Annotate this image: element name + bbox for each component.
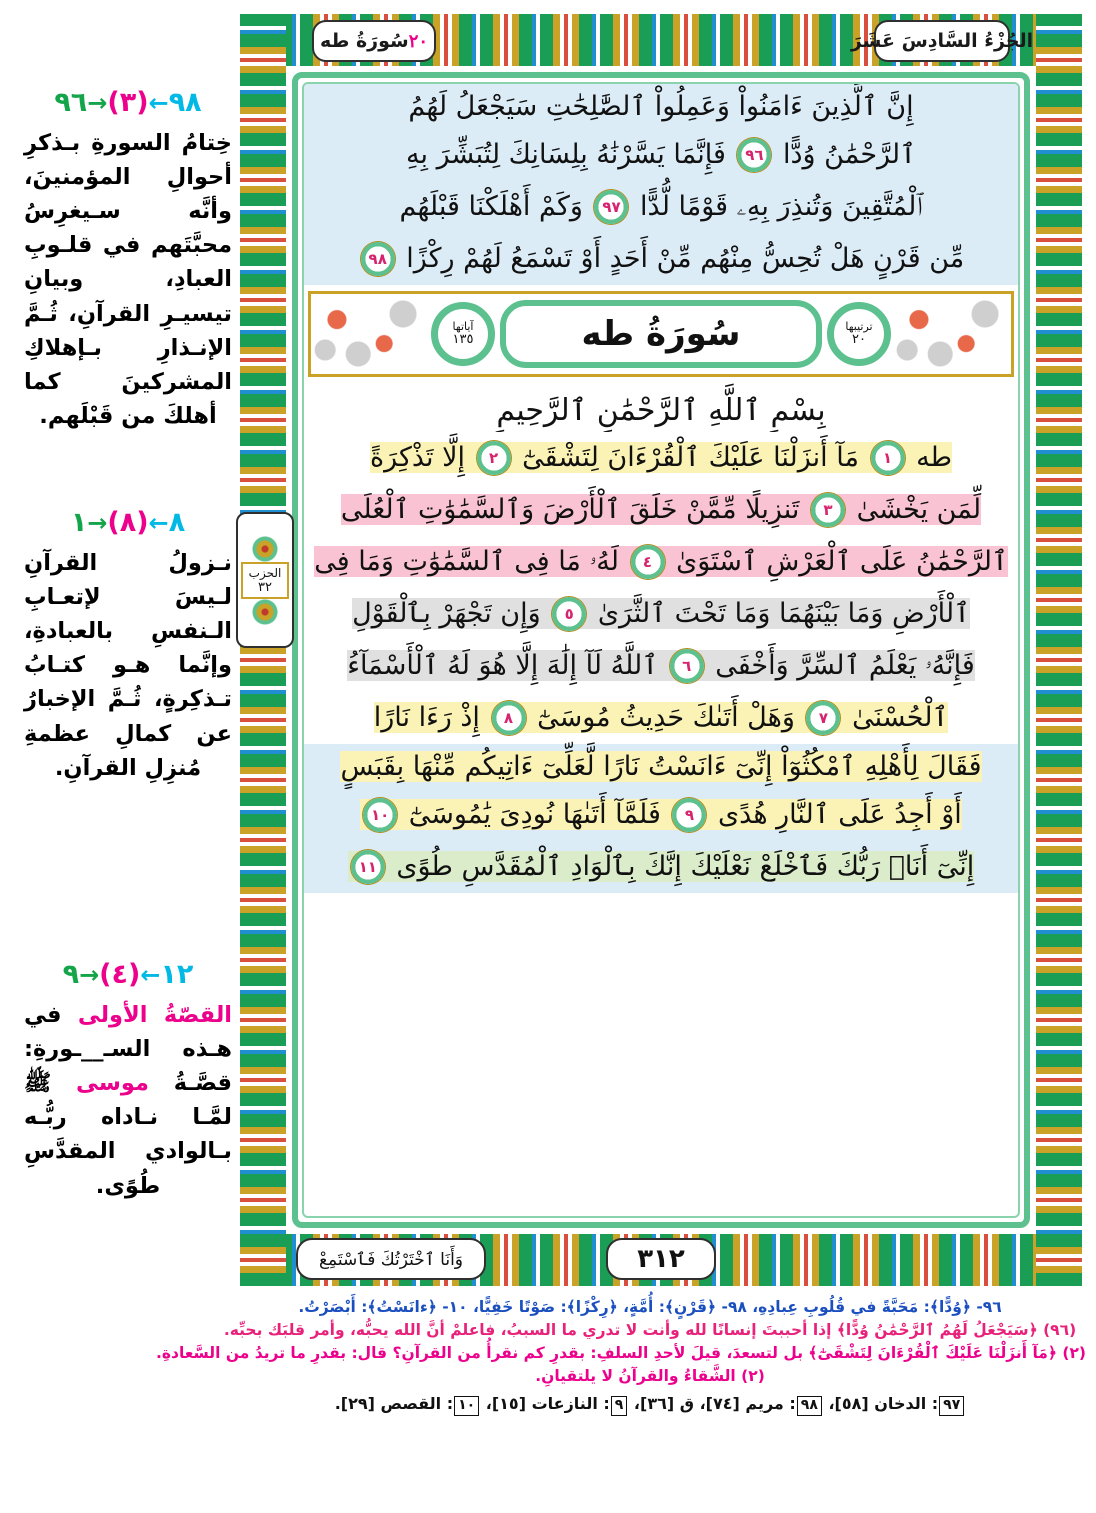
footnote-tafsir-1: (٩٦) ﴿سَيَجْعَلُ لَهُمُ ٱلرَّحْمَٰنُ وُدًّا﴾ إذا أحببتَ إنسانًا لله وأنت لا تدري ما السببُ، فاعلمْ أنَّ الله يحبُّه، وأمر قلبَك بحبِّه. bbox=[223, 1321, 1077, 1339]
aya-line bbox=[304, 692, 1018, 744]
hizb-marker bbox=[236, 512, 294, 648]
note-2-range: ٨←(٨)→١ bbox=[70, 507, 186, 538]
surah-order-badge bbox=[827, 302, 891, 366]
aya-text: فَقَالَ لِأَهْلِهِ ٱمْكُثُوٓاْ إِنِّىٓ ءَانَسْتُ نَارًا لَّعَلِّىٓ ءَاتِيكُم مِّنْهَا بِقَبَسٍ bbox=[340, 751, 982, 782]
ayat-count-badge bbox=[431, 302, 495, 366]
verse-number-marker: ٣ bbox=[811, 493, 845, 527]
surah-name-plate bbox=[500, 300, 822, 368]
aya-text: مِّن قَرْنٍ هَلْ تُحِسُّ مِنْهُم مِّنْ أَحَدٍ أَوْ تَسْمَعُ لَهُمْ رِكْزًا ٩٨ bbox=[358, 243, 965, 274]
surah-order-label: ترتيبها bbox=[845, 319, 873, 333]
text-panel bbox=[292, 72, 1030, 1228]
aya-text: إِنَّ ٱلَّذِينَ ءَامَنُواْ وَعَمِلُواْ ٱلصَّٰلِحَٰتِ سَيَجْعَلُ لَهُمُ bbox=[408, 91, 914, 122]
ayat-count-value: ١٣٥ bbox=[452, 331, 474, 347]
aya-text: طه ١ مَآ أَنزَلْنَا عَلَيْكَ ٱلْقُرْءَانَ لِتَشْقَىٰٓ ٢ إِلَّا تَذْكِرَةً bbox=[370, 442, 952, 473]
aya-text: فَإِنَّهُۥ يَعْلَمُ ٱلسِّرَّ وَأَخْفَى ٦ ٱللَّهُ لَآ إِلَٰهَ إِلَّا هُوَ لَهُ ٱلْأَسْمَآءُ bbox=[347, 650, 975, 681]
verse-number-marker: ١ bbox=[871, 441, 905, 475]
note-1-end: ٩٨ bbox=[168, 87, 202, 118]
verse-number-marker: ٤ bbox=[631, 545, 665, 579]
note-3-text bbox=[24, 998, 232, 1203]
note-1-range: ٩٨←(٣)→٩٦ bbox=[54, 87, 202, 118]
bismillah: بِسْمِ ٱللَّهِ ٱلرَّحْمَٰنِ ٱلرَّحِيمِ bbox=[496, 393, 826, 428]
banner-ornament-left bbox=[311, 294, 429, 374]
aya-line bbox=[304, 841, 1018, 893]
note-3-name: موسى bbox=[76, 1070, 149, 1097]
note-2-start: ١ bbox=[70, 507, 88, 538]
note-2-end: ٨ bbox=[168, 507, 186, 538]
aya-text: أَوْ أَجِدُ عَلَى ٱلنَّارِ هُدًى ٩ فَلَمَّآ أَتَىٰهَا نُودِىَ يَٰمُوسَىٰٓ ١٠ bbox=[360, 799, 962, 830]
catchword: وَأَنَا ٱخْتَرْتُكَ فَٱسْتَمِعْ bbox=[318, 1249, 464, 1270]
note-1-start: ٩٦ bbox=[54, 87, 88, 118]
verse-number-marker: ٥ bbox=[552, 597, 586, 631]
text-panel-inner bbox=[302, 82, 1020, 1218]
surah-number-label: ٢٠ bbox=[408, 30, 429, 51]
note-3-mid: في هـذه السـ__ـورةِ: قصَّـةُ bbox=[24, 1001, 232, 1097]
page-frame bbox=[240, 14, 1082, 1286]
sidebar-note-3 bbox=[24, 960, 232, 1203]
aya-text: إِنِّىٓ أَنَا۠ رَبُّكَ فَٱخْلَعْ نَعْلَيْكَ إِنَّكَ بِٱلْوَادِ ٱلْمُقَدَّسِ طُوًى ١١ bbox=[348, 851, 974, 882]
banner-ornament-right bbox=[893, 294, 1011, 374]
hizb-ornament-bottom-icon bbox=[252, 599, 278, 625]
surah-order-value: ٢٠ bbox=[852, 331, 866, 347]
footnote-cross-references bbox=[214, 1393, 1086, 1416]
crossref-text: : النازعات [١٥]، bbox=[480, 1394, 610, 1413]
ayat-count-label: آياتها bbox=[452, 319, 474, 333]
note-1-text: خِتامُ السورةِ بـذكرِ أحوالِ المؤمنينَ، وأنَّه سـيغرِسُ محبَّتَهم في قلـوبِ العبادِ، وبيانِ تيسيـرِ القرآنِ، ثُـمَّ الإنـذارِ بـإهلاكِ المشركينَ كما أهلكَ من قَبْلَهم. bbox=[24, 129, 232, 430]
aya-line bbox=[304, 181, 1018, 233]
verse-number-marker: ٩٨ bbox=[361, 242, 395, 276]
verse-number-marker: ٩٦ bbox=[737, 138, 771, 172]
footnotes-section bbox=[155, 1296, 1086, 1417]
juz-cartouche bbox=[850, 20, 1034, 62]
aya-line bbox=[304, 640, 1018, 692]
verse-number-marker: ١٠ bbox=[363, 798, 397, 832]
crossref-number: ٩٨ bbox=[797, 1396, 822, 1416]
frame-border-right bbox=[1036, 14, 1082, 1286]
crossref-number: ٩ bbox=[611, 1396, 628, 1416]
aya-line bbox=[304, 432, 1018, 484]
sidebar-note-1 bbox=[24, 88, 232, 488]
aya-line bbox=[304, 744, 1018, 789]
crossref-number: ٩٧ bbox=[939, 1396, 964, 1416]
surah-title-label: سُورَةُ طه bbox=[319, 30, 409, 52]
aya-text: ٱلْحُسْنَىٰ ٧ وَهَلْ أَتَىٰكَ حَدِيثُ مُوسَىٰٓ ٨ إِذْ رَءَا نَارًا bbox=[374, 702, 949, 733]
verse-number-marker: ٢ bbox=[477, 441, 511, 475]
hizb-label: الحزب bbox=[248, 565, 282, 580]
surah-taha-body bbox=[304, 432, 1018, 893]
crossref-text: : القصص [٢٩]. bbox=[334, 1394, 454, 1413]
aya-text: ٱلْمُتَّقِينَ وَتُنذِرَ بِهِۦ قَوْمًا لُّدًّا ٩٧ وَكَمْ أَهْلَكْنَا قَبْلَهُم bbox=[399, 191, 922, 222]
catchword-cartouche bbox=[296, 1238, 486, 1280]
aya-line bbox=[304, 84, 1018, 129]
note-3-start: ٩ bbox=[62, 959, 80, 990]
note-3-count: (٤) bbox=[99, 959, 141, 990]
crossref-number: ١٠ bbox=[454, 1396, 479, 1416]
note-3-range: ١٢←(٤)→٩ bbox=[62, 959, 194, 990]
note-3-post: ﷺ لمَّـا نـاداه ربُّـه بـالوادي المقدَّسِ طُوًى. bbox=[24, 1070, 232, 1199]
verse-number-marker: ٧ bbox=[806, 701, 840, 735]
note-2-text: نـزولُ القرآنِ لـيسَ لإتعـابِ الـنفسِ بالعبادةِ، وإنَّما هـو كتـابُ تـذكِرةٍ، ثُـمَّ الإخبارُ عن كمالِ عظمةِ مُنزِلِ القرآنِ. bbox=[24, 549, 232, 781]
aya-text: ٱلرَّحْمَٰنُ وُدًّا ٩٦ فَإِنَّمَا يَسَّرْنَٰهُ بِلِسَانِكَ لِتُبَشِّرَ بِهِ bbox=[406, 139, 916, 170]
aya-line bbox=[304, 588, 1018, 640]
aya-line bbox=[304, 484, 1018, 536]
note-2-count: (٨) bbox=[107, 507, 149, 538]
footnote-tafsir-2: (٢) ﴿مَآ أَنزَلْنَا عَلَيْكَ ٱلْقُرْءَانَ لِتَشْقَىٰٓ﴾ بل لتسعدَ، قيلَ لأحدِ السلفِ: بقدرِ كم نقرأُ من القرآنِ؟ قال: بقدرِ ما تريدُ من السَّعادةِ. bbox=[155, 1344, 1086, 1362]
frame-border-left bbox=[240, 14, 286, 1286]
verse-number-marker: ٩٧ bbox=[594, 190, 628, 224]
surah-maryam-closing-block bbox=[304, 84, 1018, 285]
surah-name: سُورَةُ طه bbox=[581, 314, 741, 354]
surah-title-cartouche bbox=[312, 20, 436, 62]
hizb-number: ٣٢ bbox=[258, 579, 272, 595]
aya-text: ٱلرَّحْمَٰنُ عَلَى ٱلْعَرْشِ ٱسْتَوَىٰ ٤ لَهُۥ مَا فِى ٱلسَّمَٰوَٰتِ وَمَا فِى bbox=[314, 546, 1008, 577]
page-number: ٣١٢ bbox=[637, 1244, 685, 1274]
sidebar-note-2 bbox=[24, 508, 232, 938]
crossref-text: : مريم [٧٤]، ق [٣٦]، bbox=[628, 1394, 796, 1413]
hizb-ornament-top-icon bbox=[252, 536, 278, 562]
aya-line bbox=[304, 789, 1018, 841]
juz-label: الجُزْءُ السَّادِسَ عَشَرَ bbox=[850, 30, 1034, 52]
note-3-end: ١٢ bbox=[160, 959, 194, 990]
sidebar-notes bbox=[24, 88, 232, 1268]
aya-text: لِّمَن يَخْشَىٰ ٣ تَنزِيلًا مِّمَّنْ خَلَقَ ٱلْأَرْضَ وَٱلسَّمَٰوَٰتِ ٱلْعُلَى bbox=[341, 494, 981, 525]
footnote-tafsir-3: (٢) الشَّقاءُ والقرآنُ لا يلتقيانِ. bbox=[535, 1367, 765, 1385]
verse-number-marker: ٨ bbox=[492, 701, 526, 735]
verse-number-marker: ١١ bbox=[351, 850, 385, 884]
aya-line bbox=[304, 233, 1018, 285]
footnote-vocabulary: ٩٦- ﴿وُدًّا﴾: مَحَبَّةً في قُلُوبِ عِبادِهِ، ٩٨- ﴿قَرْنٍ﴾: أُمَّةٍ، ﴿رِكْزًا﴾: صَوْتًا خَفِيًّا، ١٠- ﴿ءانَسْتُ﴾: أَبْصَرْتُ. bbox=[298, 1298, 1002, 1316]
note-3-highlight: القصّةُ الأولى bbox=[77, 1001, 232, 1028]
aya-line bbox=[304, 129, 1018, 181]
surah-header-banner bbox=[308, 291, 1014, 377]
verse-number-marker: ٦ bbox=[670, 649, 704, 683]
crossref-text: : الدخان [٥٨]، bbox=[822, 1394, 939, 1413]
verse-number-marker: ٩ bbox=[672, 798, 706, 832]
hizb-box bbox=[241, 562, 290, 599]
aya-line bbox=[304, 536, 1018, 588]
note-1-count: (٣) bbox=[107, 87, 149, 118]
page-number-cartouche bbox=[606, 1238, 716, 1280]
aya-text: ٱلْأَرْضِ وَمَا بَيْنَهُمَا وَمَا تَحْتَ ٱلثَّرَىٰ ٥ وَإِن تَجْهَرْ بِٱلْقَوْلِ bbox=[352, 598, 970, 629]
